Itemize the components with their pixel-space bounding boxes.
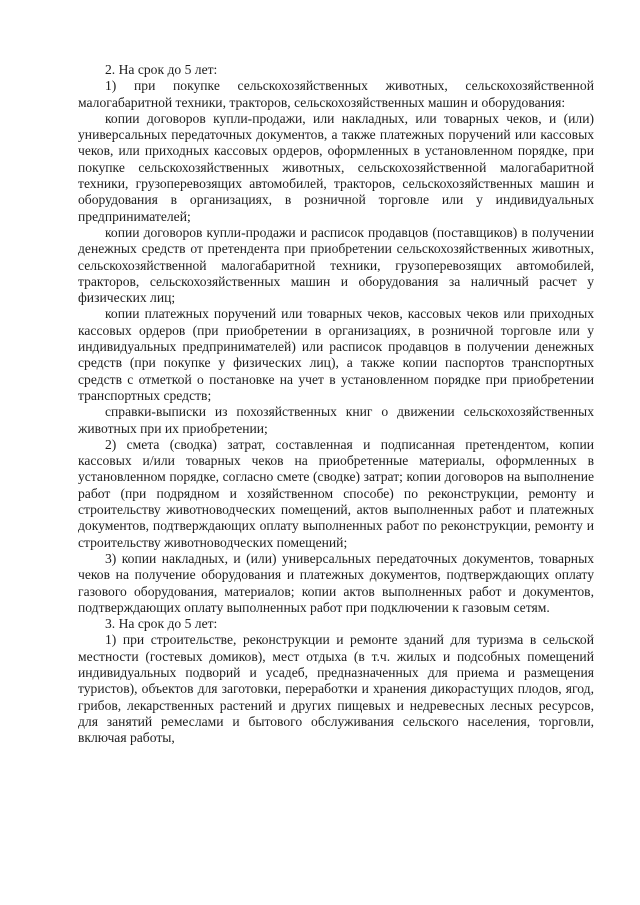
clause-2-2: 2) смета (сводка) затрат, составленная и подписанная претендентом, копии кассовых и/или товарных чеков на приобретенные материалы, оформленных в установленном порядке, согласно смете (сводке) затрат; копии договоров на выполнение работ (при подрядном и хозяйственном способе) по реконструкции, ремонту и строительству животноводческих помещений, актов выполненных работ и платежных документов, подтверждающих оплату выполненных работ по реконструкции, ремонту и строительству животноводческих помещений; xyxy=(78,436,594,550)
clause-2-1-item-extracts: справки-выписки из похозяйственных книг о движении сельскохозяйственных животных при их приобретении; xyxy=(78,404,594,436)
clause-2-1-item-payment-orders: копии платежных поручений или товарных чеков, кассовых чеков или приходных кассовых ордеров (при приобретении в организациях, в розничной торговле или у индивидуальных предпринимателей) или расписок продавцов в получении денежных средств (при покупке у физических лиц), а также копии паспортов транспортных средств с отметкой о постановке на учет в установленном порядке при приобретении транспортных средств; xyxy=(78,306,594,403)
clause-2-3: 3) копии накладных, и (или) универсальных передаточных документов, товарных чеков на получение оборудования и платежных документов, подтверждающих оплату газового оборудования, материалов; копии актов выполненных работ и документов, подтверждающих оплату выполненных работ при подключении к газовым сетям. xyxy=(78,550,594,615)
clause-2-1-item-contracts: копии договоров купли-продажи, или накладных, или товарных чеков, и (или) универсальных передаточных документов, а также платежных поручений или кассовых чеков, или приходных кассовых ордеров, оформленных в установленном порядке, при покупке сельскохозяйственных животных, сельскохозяйственной малогабаритной техники, грузоперевозящих автомобилей, тракторов, сельскохозяйственных машин и оборудования в организациях, в розничной торговле или у индивидуальных предпринимателей; xyxy=(78,110,594,224)
clause-2-1-item-receipts: копии договоров купли-продажи и расписок продавцов (поставщиков) в получении денежных средств от претендента при приобретении сельскохозяйственных животных, сельскохозяйственной малогабаритной техники, грузоперевозящих автомобилей, тракторов, сельскохозяйственных машин и оборудования за наличный расчет у физических лиц; xyxy=(78,224,594,306)
clause-3-1: 1) при строительстве, реконструкции и ремонте зданий для туризма в сельской местности (гостевых домиков), мест отдыха (в т.ч. жилых и подсобных помещений индивидуальных подворий и усадеб, предназначенных для приема и размещения туристов), объектов для заготовки, переработки и хранения дикорастущих плодов, ягод, грибов, лекарственных растений и других пищевых и недревесных лесных ресурсов, для занятий ремеслами и бытового обслуживания сельского населения, торговли, включая работы, xyxy=(78,632,594,746)
document-page xyxy=(78,62,594,746)
clause-2-1: 1) при покупке сельскохозяйственных животных, сельскохозяйственной малогабаритной техники, тракторов, сельскохозяйственных машин и оборудования: xyxy=(78,78,594,110)
section-heading-3: 3. На срок до 5 лет: xyxy=(105,616,218,632)
section-heading-2: 2. На срок до 5 лет: xyxy=(105,62,218,77)
